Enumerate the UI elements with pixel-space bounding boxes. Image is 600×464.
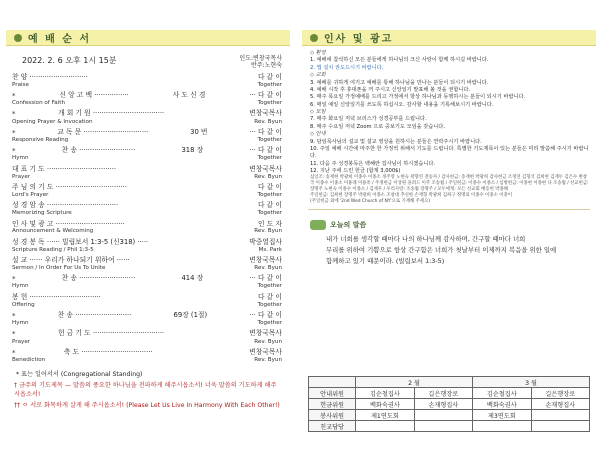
table-cell: 손재형집사: [414, 399, 472, 410]
announcement-6: 6. 매일 예일 신앙일기를 쓰도록 하십시오. 감사할 내용을 기록해보시기 바랍니다.: [310, 101, 494, 108]
order-item-english-leader: Ms. Park: [258, 246, 282, 253]
order-item-english-leader: Rev. Byun: [254, 118, 282, 125]
order-item-leader: ··· 다 같 이: [249, 127, 282, 136]
table-row: [309, 421, 590, 432]
order-item-english: [12, 119, 282, 125]
order-item-korean: [12, 257, 282, 265]
order-item-leader: 변창국목사: [249, 347, 282, 356]
order-item-english-title: Memorizing Scripture: [12, 210, 72, 217]
table-cell: 제1연도회: [356, 410, 414, 421]
verse-line-2: 무리를 위하여 기쁨으로 항상 간구함은 너희가 첫날부터 이제까지 복음을 위한 일에: [326, 245, 557, 254]
standing-note: * 표는 일어서서 (Congregational Standing): [16, 371, 143, 379]
order-item-english-leader: Together: [257, 320, 282, 327]
order-item-title: 봉 헌 ·································: [12, 292, 101, 301]
order-item-detail: 414 장: [181, 274, 204, 283]
announcements-header: [302, 30, 596, 46]
order-item-title: 주 님 의 기 도 ·································: [12, 183, 127, 192]
todays-verse-title: [310, 220, 596, 230]
order-item-english-title: Praise: [12, 81, 29, 88]
table-cell: 길은행장로: [414, 388, 472, 399]
announcements-title: 인사 및 광고: [324, 34, 394, 45]
order-item-english: [12, 210, 282, 216]
order-item: [12, 129, 282, 143]
order-item-title: 헌 금 기 도 ·································: [57, 329, 165, 338]
order-item-detail: 69장 (1절): [173, 311, 208, 319]
table-cell: [473, 421, 531, 432]
order-item-korean: [12, 221, 282, 229]
row-label-cell: 안내위원: [309, 388, 356, 399]
order-item-english-leader: Together: [257, 283, 282, 290]
order-item-english-title: Announcement & Welcoming: [12, 228, 94, 235]
leader-label: 인도:변창국목사: [239, 55, 282, 62]
order-item: [12, 202, 282, 216]
order-item-english: [12, 155, 282, 161]
worship-order-title: 예 배 순 서: [28, 34, 92, 45]
order-item-title: 찬 양 ···························: [12, 72, 88, 81]
order-item-english-title: Offering: [12, 301, 35, 308]
order-item-english: [12, 283, 282, 289]
order-item-leader: 변창국목사: [249, 329, 282, 338]
order-item-english-title: Opening Prayer & Invocation: [12, 118, 93, 125]
order-item-english: [12, 228, 282, 234]
row-label-cell: 봉사위원: [309, 410, 356, 421]
worship-order-header: [6, 30, 290, 46]
order-item-english-title: Responsive Reading: [12, 137, 69, 143]
table-cell: 백화숙권사: [473, 399, 531, 410]
order-item-english-leader: Rev. Byun: [254, 228, 282, 235]
standing-marker: *: [12, 128, 16, 137]
order-item-title: 찬 송 ··························: [61, 146, 136, 155]
table-row: [309, 399, 590, 410]
order-item-english-title: Prayer: [12, 173, 31, 180]
order-item-english-leader: Together: [257, 155, 282, 162]
order-item: [12, 349, 282, 363]
order-item-leader: 다 같 이: [257, 201, 282, 210]
worship-order-column: [6, 30, 290, 460]
standing-marker: *: [12, 92, 16, 101]
order-list: [6, 74, 290, 364]
order-item: [12, 166, 282, 180]
order-item-korean: [12, 74, 282, 82]
month-mar-header: 3 월: [473, 377, 590, 388]
order-item-title: 교 독 문 ······························: [57, 127, 149, 136]
order-item-english: [12, 339, 282, 345]
offering-list: 십일조: 송재현 박광희 이종수 이종소 정주영 노현숙 곽향연 전승자 / 감사헌금: 송재현 박광희 감사헌금 조정연 김형석 김희현 김재두 김은수 변창국 이종수 이종소 이용래 이용옥 / 주정헌금 이상원 올려드 이주 조송월 / 주일헌금: 이종수 이종소 / 심방헌금: 이종현 이종현 다 조송월 / 선교헌금: 장명주 노현숙 이종수 이종소 / 김재우 / 우리사랑: 조송월 장명주 / 모두에게: 모든 선교회 배동헌 박종해: [310, 175, 589, 193]
order-item-english: [12, 174, 282, 180]
order-item-english: [12, 357, 282, 363]
order-item-korean: [12, 129, 282, 137]
section-meetings: ◇ 모임: [310, 109, 326, 115]
order-item-korean: [12, 239, 282, 247]
order-item: [12, 147, 282, 161]
order-item-korean: [12, 294, 282, 302]
order-item-english-leader: Rev. Byun: [254, 356, 282, 363]
announcement-2: 2. 앱 설치 권도드시기 바랍니다.: [310, 64, 384, 71]
order-item-english-leader: Rev. Byun: [254, 264, 282, 271]
order-item-korean: [12, 330, 282, 338]
order-item-english-title: Hymn: [12, 155, 29, 162]
offering-note: (주일헌금 외에 '2nd Wed Church of NY'으로 기재해 주세요): [310, 199, 431, 205]
table-cell: [414, 410, 472, 421]
unity-note: †† ㅇ 서로 화목하게 살게 해 주시옵소서! (Please Let Us Live In Harmony With Each Other!): [14, 402, 280, 410]
order-item-english: [12, 82, 282, 88]
order-item-english-title: Confession of Faith: [12, 100, 66, 107]
standing-marker: *: [12, 110, 16, 119]
order-item-english-leader: Together: [257, 301, 282, 308]
order-item-english-leader: Together: [257, 191, 282, 198]
announcement-3: 3. 예배를 귀하게 여기고 예배를 통해 하나님을 만나는 분들이 되시기 바랍니다.: [310, 79, 489, 86]
announcements-list: [310, 50, 590, 205]
table-cell: [531, 410, 589, 421]
order-item-english-title: Hymn: [12, 283, 29, 290]
table-cell: 손재형집사: [531, 399, 589, 410]
table-header-row: [309, 377, 590, 388]
row-label-cell: 헌금위원: [309, 399, 356, 410]
order-item-korean: [12, 202, 282, 210]
order-item: [12, 330, 282, 344]
order-item-english-leader: Together: [257, 100, 282, 107]
announcement-11: 11. 다음 주 성경봉독은 백혜란 집사님이 하시겠습니다.: [310, 160, 436, 167]
divider: [308, 209, 590, 210]
order-item-english-leader: Together: [257, 137, 282, 143]
order-item: [12, 257, 282, 271]
order-item: [12, 74, 282, 88]
offering-list-2: 주일헌금: 김희현 장명주 박광희 이종소 조창대 추신한 손재형 박광희 김희구 정명의 이종수 이종소 이충이: [310, 193, 513, 199]
table-cell: 백화숙권사: [356, 399, 414, 410]
order-item-korean: [12, 275, 282, 283]
order-item-english: [12, 320, 282, 326]
pianist-label: 반주:노현숙: [250, 61, 282, 69]
order-item-english: [12, 265, 282, 271]
order-item-english-title: Sermon / In Order For Us To Unite: [12, 264, 106, 271]
order-item-leader: ··· 다 같 이: [249, 274, 282, 283]
order-item-title: 성 경 암 송 ·································: [12, 201, 119, 210]
table-cell: 길은행장로: [531, 388, 589, 399]
order-item-title: 인 사 및 광 고 ································: [12, 219, 125, 228]
announcement-7: 7. 매주 화요일 저녁 브리스가 성경공부를 드립니다.: [310, 116, 427, 123]
order-item-leader: 변창국목사: [249, 109, 282, 118]
header-dot-icon: [310, 34, 318, 42]
order-item-english-leader: Rev. Byun: [254, 173, 282, 180]
standing-marker: *: [12, 348, 16, 357]
order-item-title: 설 교 ······ 우리가 하나되기 위하여 ······: [12, 256, 130, 265]
order-item-english-title: Scripture Reading / Phil 1:3-5: [12, 246, 94, 253]
order-item-detail: 30 번: [190, 127, 208, 136]
order-item-english-leader: Together: [257, 210, 282, 217]
order-item: [12, 294, 282, 308]
order-item-leader: ··· 다 같 이: [249, 146, 282, 155]
order-item: [12, 110, 282, 124]
order-item-korean: [12, 312, 282, 320]
order-item-english-title: Hymn: [12, 320, 29, 327]
order-item-detail: 사 도 신 경: [172, 91, 206, 100]
standing-marker: *: [12, 312, 16, 320]
order-item-leader: 변창국목사: [249, 256, 282, 265]
order-item-english: [12, 247, 282, 253]
order-item-korean: [12, 166, 282, 174]
announcement-5: 5. 매주 목요일 가정예배를 드리고 가정에서 항상 하나님과 동행하시는 분들이 되시기 바랍니다.: [310, 94, 526, 101]
order-item-english-title: Prayer: [12, 338, 31, 345]
duty-roster-table: [308, 376, 590, 432]
standing-marker: *: [12, 275, 16, 284]
order-item-detail: 318 장: [181, 146, 204, 155]
table-cell: 제3연도회: [473, 410, 531, 421]
table-cell: 김순철집사: [356, 388, 414, 399]
todays-verse: [326, 234, 590, 267]
section-welcome: ◇ 환영: [310, 50, 326, 56]
order-item-english-title: Lord's Prayer: [12, 191, 49, 198]
order-item-english-leader: Rev. Byun: [254, 338, 282, 345]
verse-line-1: 내가 너희를 생각할 때마다 나의 하나님께 감사하며, 간구할 때마다 너희: [326, 235, 526, 244]
order-item-leader: 박중열집사: [249, 237, 282, 246]
verse-line-3: 함께하고 있기 때문이라. (빌립보서 1:3-5): [326, 256, 445, 265]
order-item-leader: ··· 다 같 이: [249, 311, 282, 319]
order-item-english: [12, 302, 282, 308]
order-item-leader: 인 도 자: [257, 219, 282, 228]
order-item-title: 대 표 기 도 ································: [12, 164, 117, 173]
order-item-title: 축 도 ·································: [63, 347, 153, 356]
announcement-8: 8. 매주 수요일 저녁 Zoom 으로 중보기도 모임을 갖습니다.: [310, 123, 445, 130]
order-item-korean: [12, 92, 282, 100]
table-corner-cell: [309, 377, 356, 388]
table-cell: [531, 421, 589, 432]
row-label-cell: 친교담당: [309, 421, 356, 432]
order-item-english: [12, 100, 282, 106]
section-info: ◇ 안내: [310, 131, 326, 138]
order-item: [12, 239, 282, 253]
order-item-title: 성 경 봉 독 ······ 빌립보서 1:3-5 (신318) ·····: [12, 237, 149, 246]
order-item-leader: 다 같 이: [257, 72, 282, 81]
order-item: [12, 275, 282, 289]
announcement-12: 12. 지난 주에 드린 헌금 (합계 3,000$): [310, 168, 401, 174]
order-item: [12, 184, 282, 198]
duty-table-body: [309, 388, 590, 432]
order-item-korean: [12, 184, 282, 192]
announcement-10: 10. 주일 예배 시간에 마주한 한 가정씩 위해서 기도를 드립니다. 특별한 기도제목이 있는 분들은 미리 말씀해 주시기 바랍니다.: [310, 145, 589, 160]
order-item-leader: 다 같 이: [257, 183, 282, 192]
order-item-korean: [12, 110, 282, 118]
announcement-1: 1. 예배에 참석하신 모든 분들에게 하나님의 크신 사랑이 함께 하시길 바랍니다.: [310, 57, 489, 64]
table-cell: [414, 421, 472, 432]
announcement-9: 9. 담임목사님의 설교 및 설교 영상을 원하시는 분들은 연락주시기 바랍니다.: [310, 138, 482, 145]
order-item-english: [12, 137, 282, 143]
section-church: ◇ 교회: [310, 72, 326, 79]
service-roles: [239, 56, 282, 70]
order-item-leader: 다 같 이: [257, 292, 282, 301]
bible-icon: [310, 220, 326, 230]
announcements-column: [302, 30, 596, 460]
verse-title-text: 오늘의 말씀: [330, 221, 367, 230]
order-item-title: 신 앙 고 백 ················: [59, 91, 129, 100]
order-item-leader: 변창국목사: [249, 164, 282, 173]
month-feb-header: 2 월: [356, 377, 473, 388]
order-item-english-leader: Together: [257, 81, 282, 88]
service-date: 2022. 2. 6 오후 1시 15분: [22, 56, 117, 65]
service-info: [22, 56, 282, 70]
order-item-korean: [12, 147, 282, 155]
header-dot-icon: [14, 34, 22, 42]
order-item-english-title: Benediction: [12, 356, 46, 363]
order-item-title: 찬 송 ··························: [61, 274, 136, 283]
order-item-korean: [12, 349, 282, 357]
standing-marker: *: [12, 147, 16, 156]
order-item-english: [12, 192, 282, 198]
table-cell: [356, 421, 414, 432]
prayer-note: † 금주의 기도제목 — 말씀의 풍요한 하나님을 전파하게 해주시옵소서! 너욱 말씀의 기도하게 해주시옵소서!: [14, 382, 277, 398]
order-item: [12, 312, 282, 326]
order-item-title: 개 회 기 원 ·································: [57, 109, 165, 118]
announcement-4: 4. 예배 시작 후 휴대폰을 꺼 주시고 신앙일기 발표해 볼 것을 권합니다.: [310, 86, 471, 93]
table-cell: 김순철집사: [473, 388, 531, 399]
table-row: [309, 388, 590, 399]
table-row: [309, 410, 590, 421]
order-item: [12, 92, 282, 106]
order-item-leader: ··· 다 같 이: [249, 91, 282, 100]
standing-marker: *: [12, 330, 16, 339]
order-item-title: 찬 송 ··························: [57, 311, 132, 319]
order-item: [12, 221, 282, 235]
